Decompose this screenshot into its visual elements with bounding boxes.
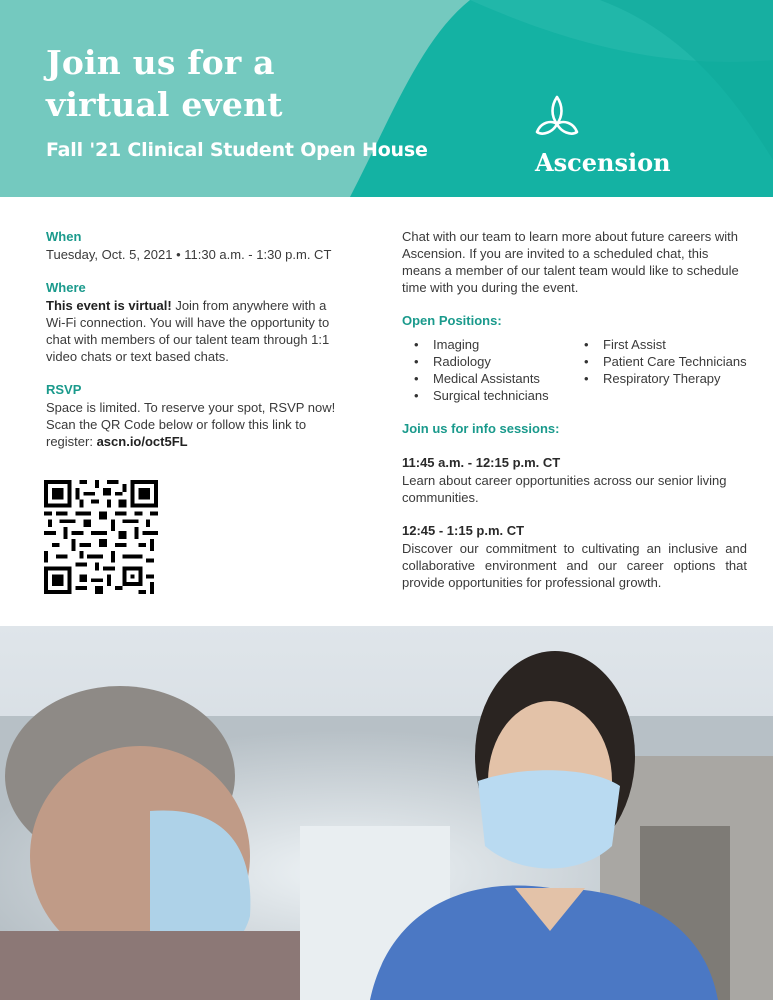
info-sessions-title: Join us for info sessions: [402,421,560,436]
event-details [46,228,346,450]
brand-name: Ascension [535,148,671,177]
when-text: Tuesday, Oct. 5, 2021 • 11:30 a.m. - 1:30 p.m. CT [46,247,332,262]
where-text: This event is virtual! Join from anywhere with a Wi-Fi connection. You will have the opportunity to chat with members of our talent team through 1:1 video chats or text based chats. [46,298,330,364]
when-title: When [46,229,82,244]
session-text: Discover our commitment to cultivating an inclusive and collaborative environment and our career options that provide opportunities for professional growth. [402,541,747,590]
where-title: Where [46,280,86,295]
rsvp-title: RSVP [46,382,82,397]
rsvp-link[interactable]: ascn.io/oct5FL [96,434,188,449]
list-item: • Respiratory Therapy [572,370,747,387]
nurse-patient-photo [0,626,773,1000]
list-item: • Patient Care Technicians [572,353,747,370]
list-item: • Radiology [402,353,572,370]
intro-text: Chat with our team to learn more about future careers with Ascension. If you are invited to a scheduled chat, this means a member of our talent team would like to schedule time with you during the event. [402,229,739,295]
rsvp-text: Space is limited. To reserve your spot, RSVP now! Scan the QR Code below or follow this link to register: ascn.io/oct5FL [46,400,336,449]
open-positions-title: Open Positions: [402,313,502,328]
session-time: 11:45 a.m. - 12:15 p.m. CT [402,455,561,470]
event-info [402,228,747,591]
open-positions-list [402,336,747,404]
qr-code-icon[interactable] [44,480,158,594]
header-banner [0,0,773,197]
list-item: • Imaging [402,336,572,353]
session-time: 12:45 - 1:15 p.m. CT [402,523,525,538]
session-text: Learn about career opportunities across our senior living communities. [402,473,727,505]
headline: Join us for a virtual event [46,43,283,124]
list-item: • Surgical technicians [402,387,572,404]
list-item: • Medical Assistants [402,370,572,387]
ascension-logo-icon [533,94,581,138]
subheadline: Fall '21 Clinical Student Open House [46,139,428,161]
list-item: • First Assist [572,336,747,353]
